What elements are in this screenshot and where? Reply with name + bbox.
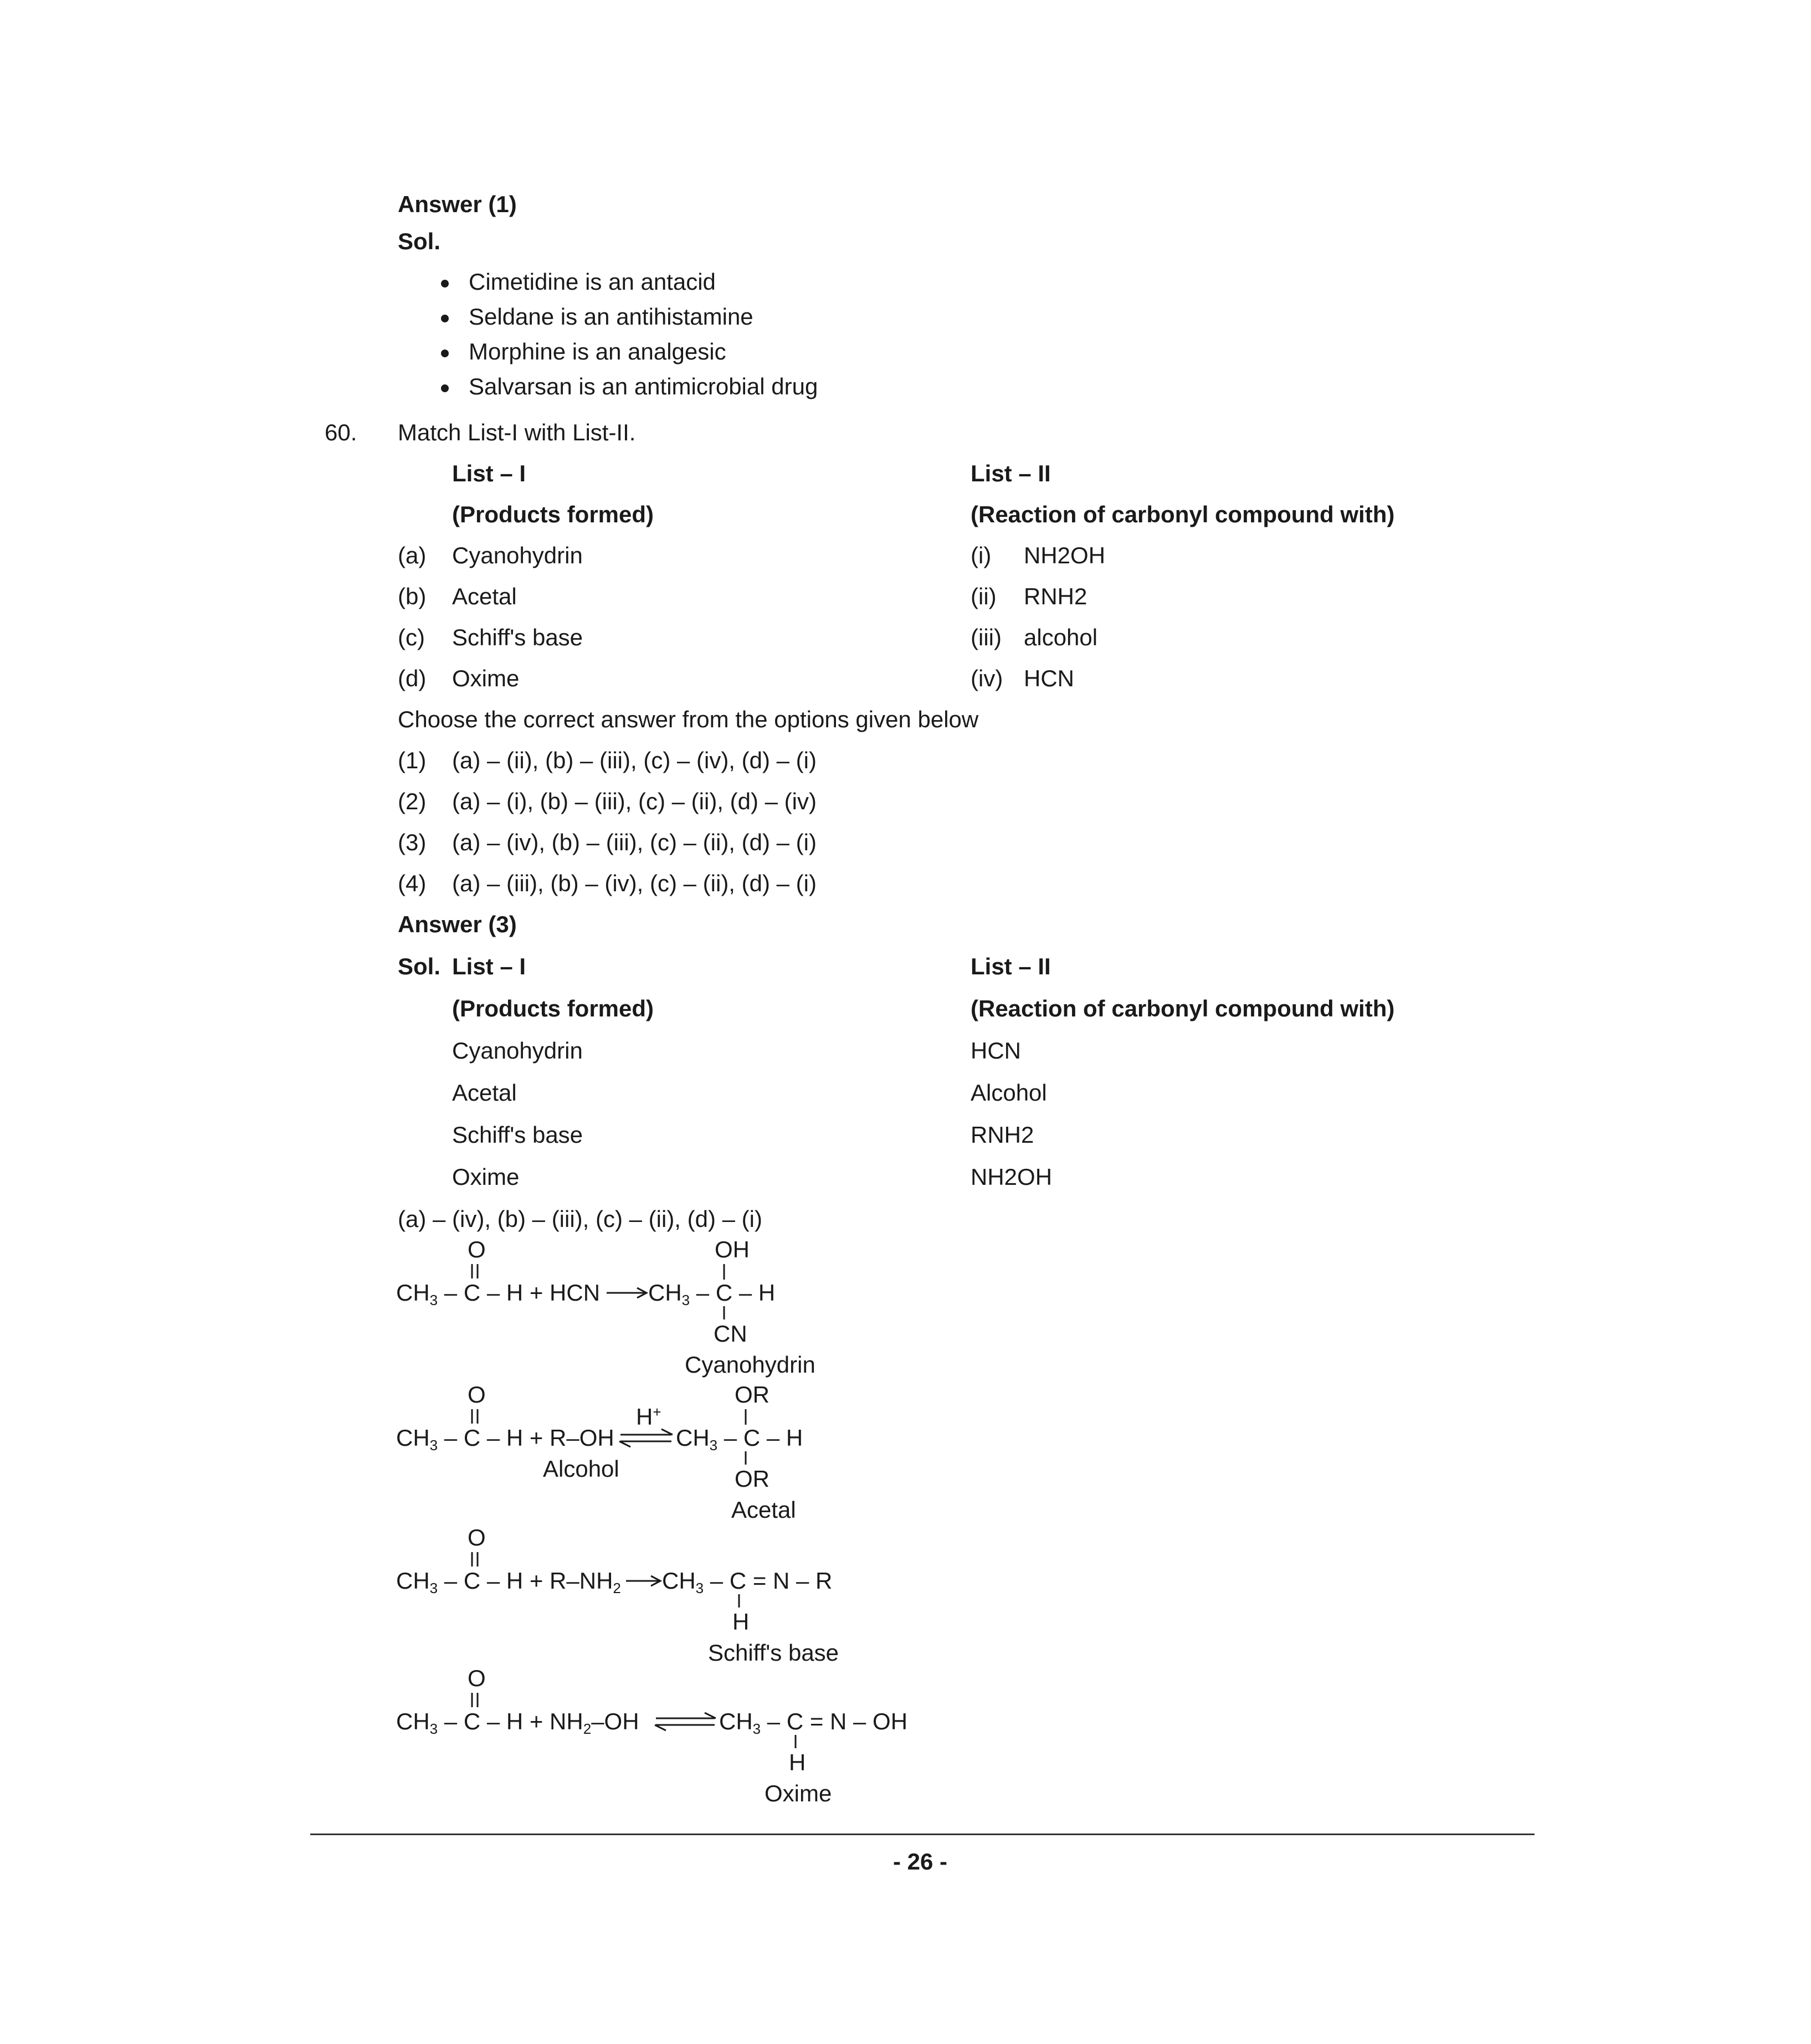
sol-list1-subheading: (Products formed) (452, 995, 654, 1021)
sol-list2-heading: List – II (971, 953, 1051, 979)
bullet-item: Cimetidine is an antacid (441, 270, 716, 294)
product-formula: CH3 – C – H (648, 1280, 776, 1308)
list2-key: (iv) (971, 665, 1003, 691)
reaction-schiffs-base (396, 1524, 839, 1666)
product-name-schiffs-base: Schiff's base (708, 1640, 839, 1666)
sol-list2-subheading: (Reaction of carbonyl compound with) (971, 995, 1395, 1021)
question-number: 60. (325, 419, 357, 445)
product-name-cyanohydrin: Cyanohydrin (685, 1352, 815, 1378)
list2-key: (ii) (971, 583, 997, 609)
reaction-cyanohydrin (396, 1236, 815, 1378)
footer-divider (310, 1834, 1535, 1835)
list2-key: (i) (971, 542, 992, 568)
list2-item: NH2OH (1024, 542, 1106, 568)
option-text: (a) – (ii), (b) – (iii), (c) – (iv), (d) – (i) (452, 747, 817, 773)
question-prompt: Match List-I with List-II. (398, 419, 636, 445)
sol-list1-item: Schiff's base (452, 1122, 583, 1148)
list2-subheading: (Reaction of carbonyl compound with) (971, 501, 1395, 527)
sol-list1-heading: List – I (452, 953, 526, 979)
reactant-formula: CH3 – C – H + R–OH (396, 1425, 614, 1454)
list1-heading: List – I (452, 460, 526, 486)
list2-item: alcohol (1024, 624, 1098, 650)
sol-list1-item: Cyanohydrin (452, 1038, 583, 1064)
sol-list2-item: RNH2 (971, 1122, 1034, 1148)
reactant-formula: CH3 – C – H + NH2–OH (396, 1708, 639, 1737)
product-substituent-h: H (789, 1749, 806, 1775)
list1-item: Schiff's base (452, 624, 583, 650)
option-number: (1) (398, 747, 427, 773)
list1-subheading: (Products formed) (452, 501, 654, 527)
option-text: (a) – (iii), (b) – (iv), (c) – (ii), (d) – (i) (452, 870, 817, 896)
sol-list2-item: NH2OH (971, 1164, 1053, 1190)
reactant-formula: CH3 – C – H + R–NH2 (396, 1568, 621, 1596)
sol-list1-item: Oxime (452, 1164, 520, 1190)
answer-label: Answer (3) (398, 911, 517, 937)
product-formula: CH3 – C = N – OH (719, 1708, 908, 1737)
product-formula: CH3 – C = N – R (662, 1568, 833, 1596)
prev-answer-label: Answer (1) (398, 191, 517, 217)
reaction-oxime (396, 1665, 907, 1806)
prev-sol-label: Sol. (398, 228, 441, 254)
reactant-formula: CH3 – C – H + HCN (396, 1280, 601, 1308)
carbonyl-oxygen: O (468, 1382, 486, 1408)
bullet-icon (441, 315, 449, 322)
list2-key: (iii) (971, 624, 1002, 650)
carbonyl-oxygen: O (468, 1524, 486, 1550)
reaction-acetal (396, 1382, 803, 1523)
carbonyl-oxygen: O (468, 1665, 486, 1691)
carbonyl-oxygen: O (468, 1236, 486, 1262)
option-number: (3) (398, 829, 427, 855)
product-name-oxime: Oxime (765, 1780, 832, 1806)
sol-list1-item: Acetal (452, 1080, 517, 1106)
bullet-item: Salvarsan is an antimicrobial drug (441, 375, 818, 398)
bullet-icon (441, 280, 449, 287)
option-text: (a) – (i), (b) – (iii), (c) – (ii), (d) – (iv) (452, 788, 817, 814)
catalyst-label: H+ (636, 1404, 661, 1430)
product-formula: CH3 – C – H (676, 1425, 803, 1454)
bullet-icon (441, 384, 449, 392)
list1-item: Acetal (452, 583, 517, 609)
sol-list2-item: Alcohol (971, 1080, 1047, 1106)
list2-item: HCN (1024, 665, 1074, 691)
solution-match-line: (a) – (iv), (b) – (iii), (c) – (ii), (d) – (i) (398, 1206, 762, 1232)
sol-label: Sol. (398, 953, 441, 979)
option-number: (2) (398, 788, 427, 814)
sol-list2-item: HCN (971, 1038, 1021, 1064)
product-substituent-oh: OH (715, 1236, 750, 1262)
bullet-item: Morphine is an analgesic (441, 340, 726, 363)
product-name-acetal: Acetal (731, 1497, 796, 1523)
product-substituent-h: H (732, 1609, 750, 1635)
reagent-name-alcohol: Alcohol (543, 1456, 619, 1482)
product-substituent-cn: CN (714, 1321, 747, 1347)
option-text: (a) – (iv), (b) – (iii), (c) – (ii), (d) – (i) (452, 829, 817, 855)
product-substituent-or: OR (735, 1382, 769, 1408)
choose-instruction: Choose the correct answer from the options given below (398, 706, 979, 732)
product-substituent-or: OR (735, 1466, 769, 1492)
list1-key: (c) (398, 624, 425, 650)
reaction-schemes (388, 1224, 942, 1811)
list1-key: (a) (398, 542, 427, 568)
list2-heading: List – II (971, 460, 1051, 486)
bullet-icon (441, 350, 449, 357)
list1-key: (d) (398, 665, 427, 691)
list2-item: RNH2 (1024, 583, 1087, 609)
option-number: (4) (398, 870, 427, 896)
list1-item: Cyanohydrin (452, 542, 583, 568)
bullet-item: Seldane is an antihistamine (441, 305, 753, 328)
list1-item: Oxime (452, 665, 520, 691)
list1-key: (b) (398, 583, 427, 609)
page-number: - 26 - (893, 1848, 948, 1874)
